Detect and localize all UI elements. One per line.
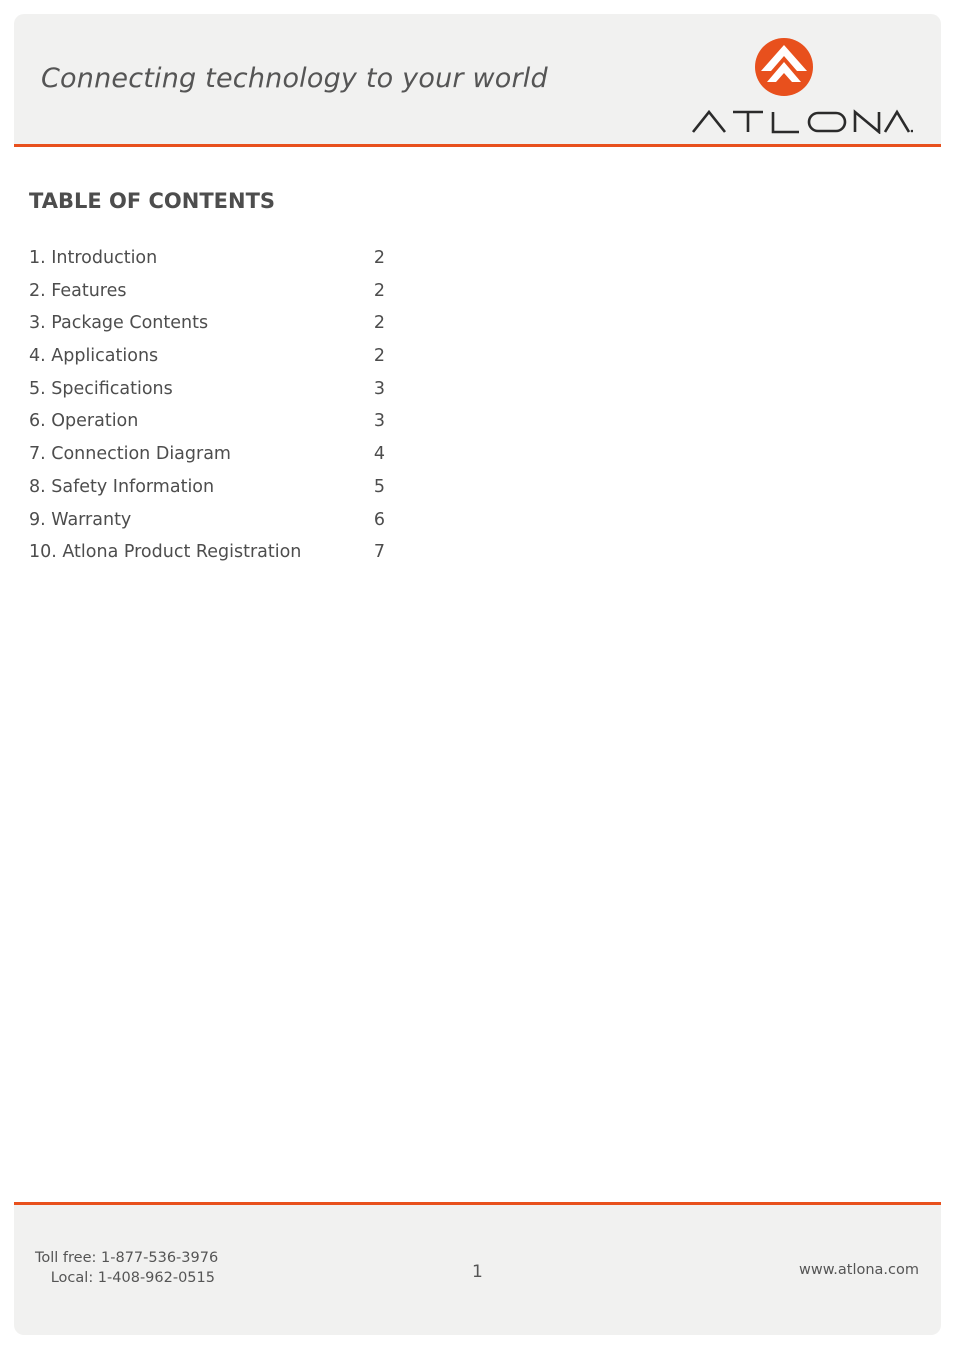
toc-entry-label: 2. Features [29,280,127,301]
atlona-chevron-logo-icon [753,36,815,98]
toc-entry[interactable] [29,279,389,312]
toc-entry-page: 5 [373,476,385,497]
toc-entry[interactable] [29,246,389,279]
toc-entry-page: 7 [373,542,385,563]
toc-entry-page: 6 [373,509,385,530]
toc-entry-page: 2 [373,313,385,334]
toc-entry[interactable] [29,344,389,377]
toc-heading: TABLE OF CONTENTS [29,189,276,213]
page-header [14,14,941,145]
toc-entry-label: 1. Introduction [29,248,158,268]
toc-entry-label: 5. Specifications [29,378,173,399]
toc-entry-label: 7. Connection Diagram [29,444,231,465]
toc-entry[interactable] [29,442,389,475]
header-tagline: Connecting technology to your world [41,63,548,94]
toc-entry-page: 2 [373,248,385,268]
contact-info [35,1249,219,1288]
page-footer [14,1205,941,1335]
website-link[interactable]: www.atlona.com [799,1262,919,1278]
toc-entry-label: 6. Operation [29,411,139,432]
toc-entry-label: 4. Applications [29,346,159,367]
toc-entry[interactable] [29,377,389,410]
toc-entry-label: 9. Warranty [29,509,132,530]
toc-entry-label: 8. Safety Information [29,476,215,497]
toc-entry[interactable] [29,540,389,573]
toc-entry-page: 4 [373,444,385,465]
toc-entry[interactable] [29,475,389,508]
toc-entry[interactable] [29,311,389,344]
toc-entry[interactable] [29,409,389,442]
toc-entry[interactable] [29,508,389,541]
page-number: 1 [472,1262,483,1282]
atlona-logo [691,34,913,138]
toc-entry-label: 3. Package Contents [29,313,209,334]
toc-entry-page: 2 [373,280,385,301]
table-of-contents [29,246,389,573]
atlona-wordmark [691,106,913,134]
toc-entry-label: 10. Atlona Product Registration [29,542,302,563]
local-number: Local: 1-408-962-0515 [50,1269,215,1286]
toc-entry-page: 3 [373,378,385,399]
toc-entry-page: 2 [373,346,385,367]
toll-free-number: Toll free: 1-877-536-3976 [35,1250,219,1266]
header-divider [14,144,941,147]
toc-entry-page: 3 [373,411,385,432]
